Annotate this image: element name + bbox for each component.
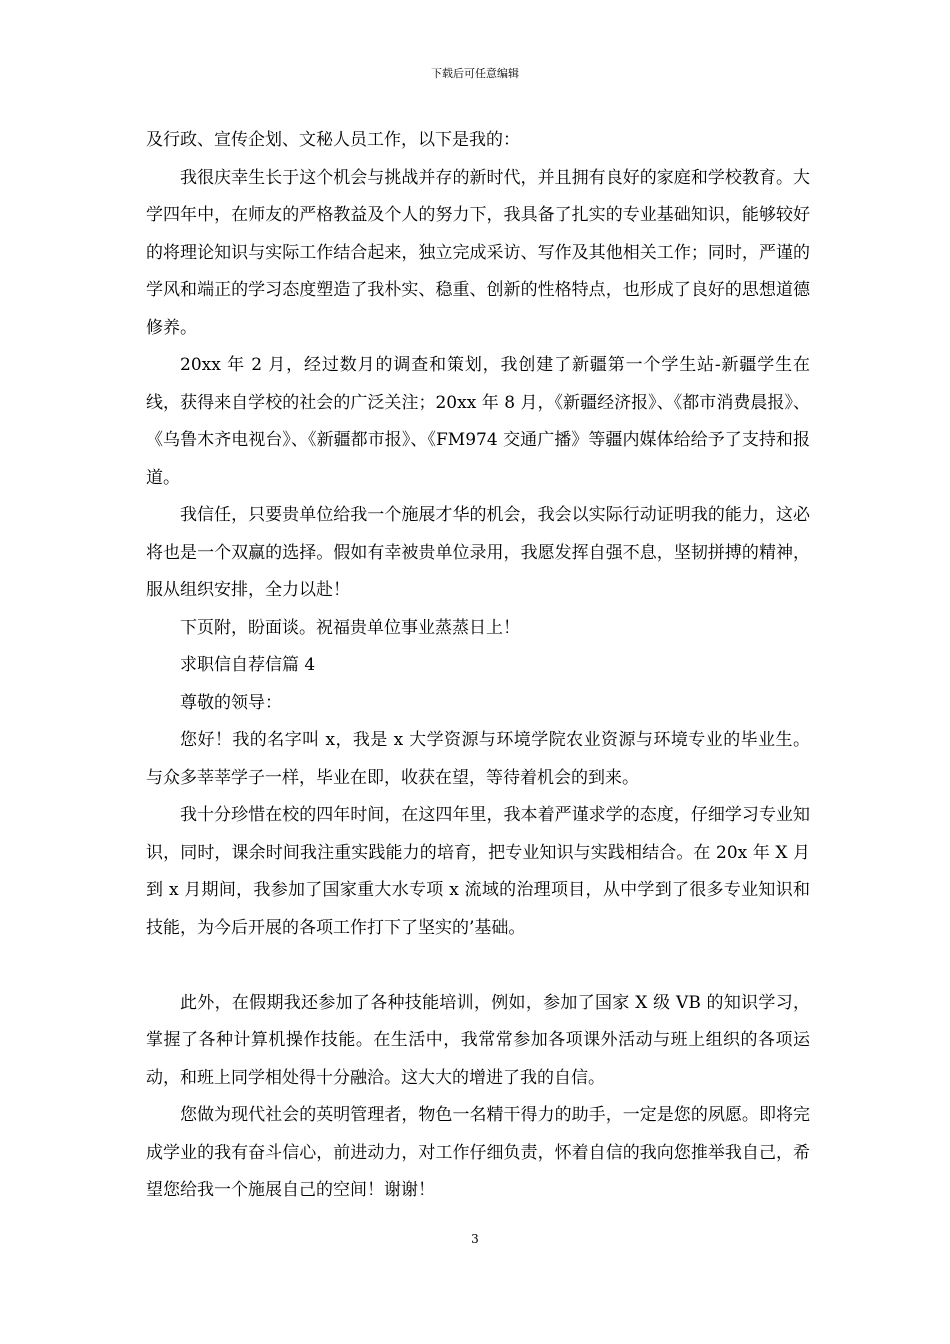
section-title: 求职信自荐信篇 4 <box>180 655 316 675</box>
salutation: 尊敬的领导： <box>180 692 282 713</box>
paragraph-8: 您好！我的名字叫 x，我是 x 大学资源与环境学院农业资源与环境专业的毕业生。与众多莘莘学子一样，毕业在即，收获在望，等待着机会的到来。 <box>146 730 810 788</box>
document-body <box>146 122 810 1210</box>
blank-line <box>146 947 810 985</box>
page-number: 3 <box>471 1232 479 1246</box>
paragraph-1: 及行政、宣传企划、文秘人员工作，以下是我的： <box>146 130 520 150</box>
paragraph-11: 您做为现代社会的英明管理者，物色一名精干得力的助手，一定是您的夙愿。即将完成学业的我有奋斗信心，前进动力，对工作仔细负责，怀着自信的我向您推举我自己，希望您给我一个施展自己的空间！谢谢！ <box>146 1105 810 1200</box>
paragraph-9: 我十分珍惜在校的四年时间，在这四年里，我本着严谨求学的态度，仔细学习专业知识，同时，课余时间我注重实践能力的培育，把专业知识与实践相结合。在 20x 年 X 月到 x 月期间，我参加了国家重大水专项 x 流域的治理项目，从中学到了很多专业知识和技能，为今后开展的各项工作打下了坚实的’基础。 <box>146 805 810 938</box>
paragraph-2: 我很庆幸生长于这个机会与挑战并存的新时代，并且拥有良好的家庭和学校教育。大学四年中，在师友的严格教益及个人的努力下，我具备了扎实的专业基础知识，能够较好的将理论知识与实际工作结合起来，独立完成采访、写作及其他相关工作；同时，严谨的学风和端正的学习态度塑造了我朴实、稳重、创新的性格特点，也形成了良好的思想道德修养。 <box>146 167 810 338</box>
page-header: 下载后可任意编辑 <box>431 67 519 80</box>
paragraph-10: 此外，在假期我还参加了各种技能培训，例如，参加了国家 X 级 VB 的知识学习，掌握了各种计算机操作技能。在生活中，我常常参加各项课外活动与班上组织的各项运动，和班上同学相处得十分融洽。这大大的增进了我的自信。 <box>146 992 810 1088</box>
paragraph-5: 下页附，盼面谈。祝福贵单位事业蒸蒸日上！ <box>180 617 520 638</box>
paragraph-3: 20xx 年 2 月，经过数月的调查和策划，我创建了新疆第一个学生站-新疆学生在线，获得来自学校的社会的广泛关注；20xx 年 8 月，《新疆经济报》、《都市消费晨报》、《乌鲁木齐电视台》、《新疆都市报》、《FM974 交通广播》等疆内媒体给给予了支持和报道。 <box>146 355 810 488</box>
paragraph-4: 我信任，只要贵单位给我一个施展才华的机会，我会以实际行动证明我的能力，这必将也是一个双赢的选择。假如有幸被贵单位录用，我愿发挥自强不息，坚韧拼搏的精神，服从组织安排，全力以赴！ <box>146 505 810 600</box>
